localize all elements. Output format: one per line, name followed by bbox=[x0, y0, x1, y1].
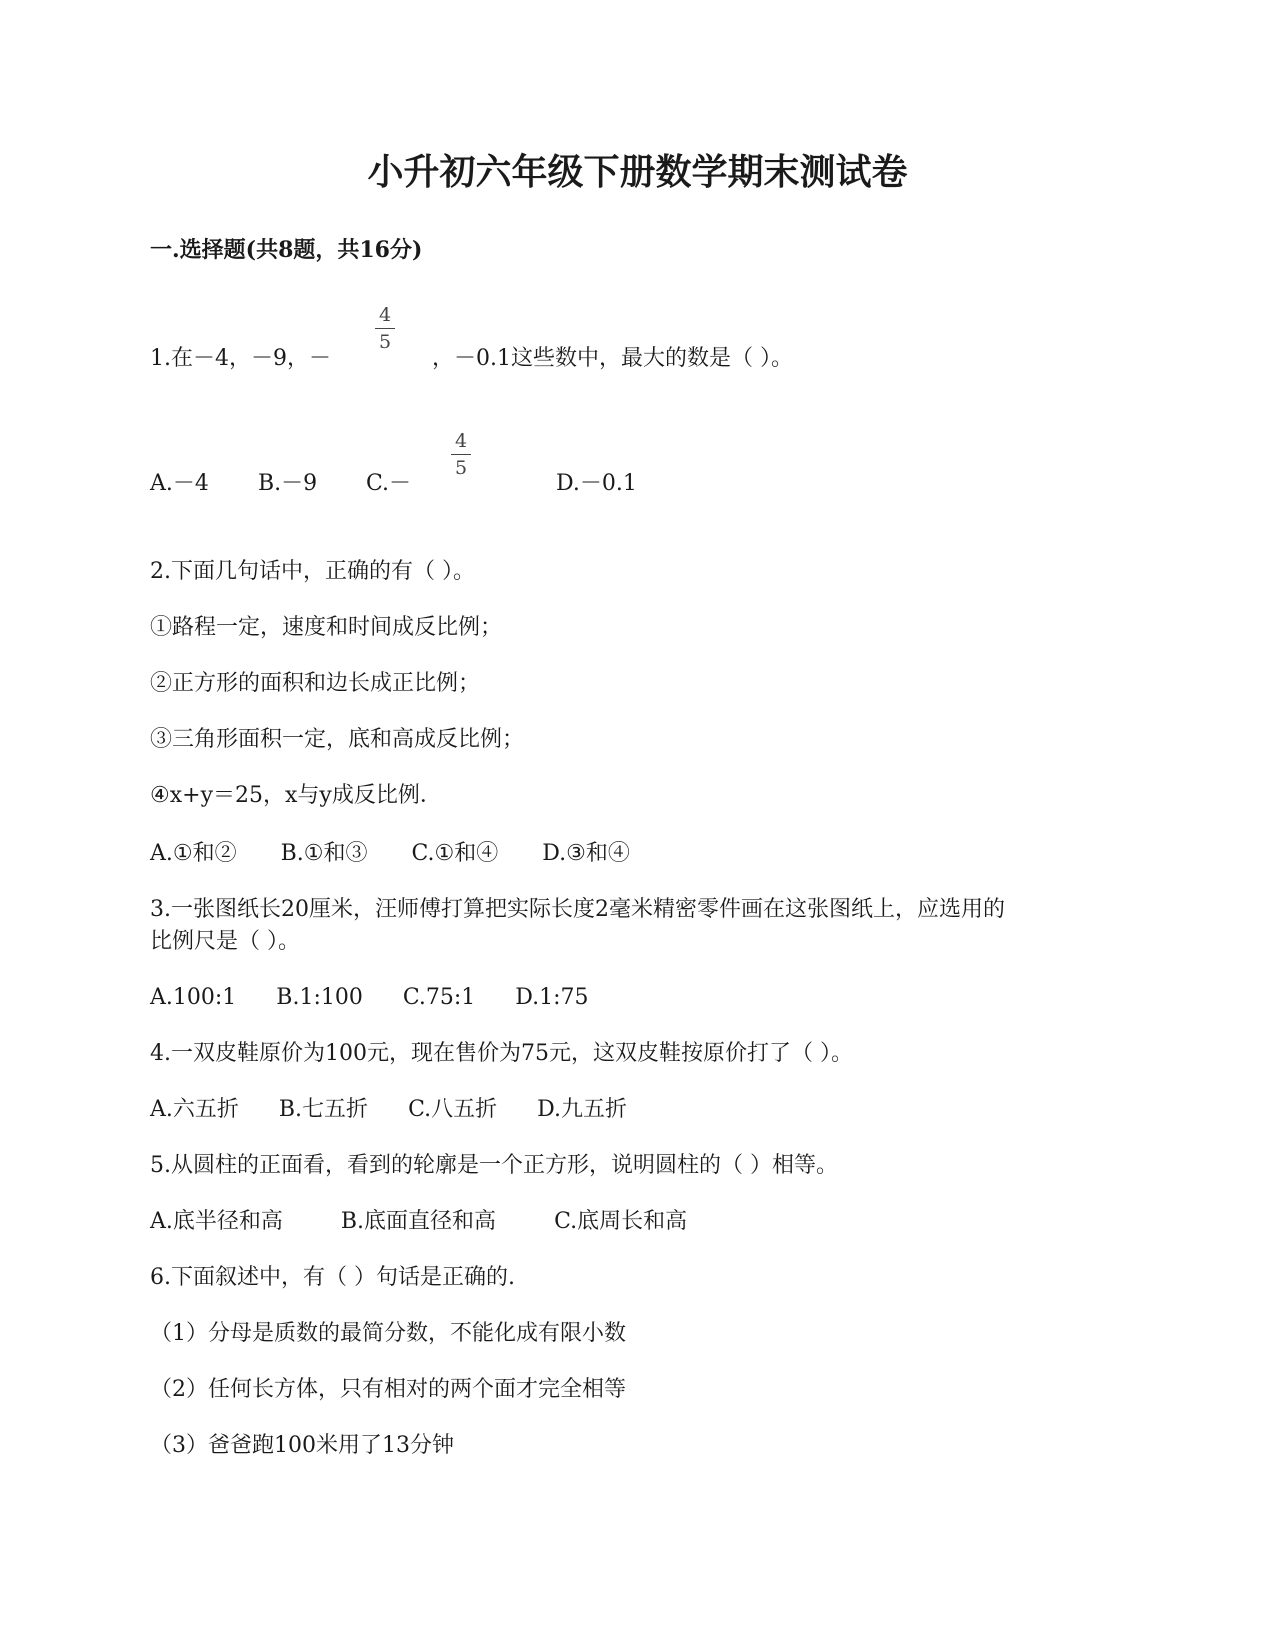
q4-option-b: B.七五折 bbox=[278, 1097, 369, 1122]
q5-stem: 5.从圆柱的正面看，看到的轮廓是一个正方形，说明圆柱的（ ）相等。 bbox=[150, 1153, 838, 1178]
q1-option-a: A.－4 bbox=[150, 471, 209, 496]
q5-option-c: C.底周长和高 bbox=[554, 1209, 688, 1234]
q1-fraction-numerator: 4 bbox=[378, 304, 392, 326]
q1-fraction-denominator: 5 bbox=[378, 331, 392, 353]
q1-prefix: 1.在－4，－9，－ bbox=[150, 346, 331, 371]
q3-option-d: D.1:75 bbox=[515, 985, 589, 1010]
q3-option-a: A.100:1 bbox=[150, 985, 237, 1010]
q4-options bbox=[150, 1096, 671, 1124]
q3-stem-line-1: 3.一张图纸长20厘米，汪师傅打算把实际长度2毫米精密零件画在这张图纸上，应选用的 bbox=[150, 897, 1005, 922]
q5-option-b: B.底面直径和高 bbox=[340, 1209, 497, 1234]
q1-fraction bbox=[374, 304, 396, 353]
q2-statement-4: ④x+y＝25，x与y成反比例． bbox=[150, 783, 442, 808]
q6-statement-3: （3）爸爸跑100米用了13分钟 bbox=[150, 1433, 454, 1458]
q2-stem: 2.下面几句话中，正确的有（ ）。 bbox=[150, 559, 475, 584]
q3-options bbox=[150, 984, 633, 1012]
q4-option-a: A.六五折 bbox=[150, 1097, 239, 1122]
q3-option-b: B.1:100 bbox=[276, 985, 363, 1010]
q2-option-c: C.①和④ bbox=[411, 841, 499, 866]
q2-option-b: B.①和③ bbox=[280, 841, 368, 866]
q1-option-b: B.－9 bbox=[258, 471, 318, 496]
q2-option-d: D.③和④ bbox=[542, 841, 630, 866]
q2-statement-1: ①路程一定，速度和时间成反比例； bbox=[150, 615, 503, 640]
section-heading: 一.选择题(共8题，共16分) bbox=[150, 237, 423, 263]
q2-statement-3: ③三角形面积一定，底和高成反比例； bbox=[150, 727, 525, 752]
q2-option-a: A.①和② bbox=[150, 841, 237, 866]
fraction-bar bbox=[451, 454, 471, 455]
q1-option-c-numerator: 4 bbox=[454, 430, 468, 452]
q1-suffix: ，－0.1这些数中，最大的数是（ ）。 bbox=[432, 346, 793, 371]
fraction-bar bbox=[375, 328, 395, 329]
q6-statement-2: （2）任何长方体，只有相对的两个面才完全相等 bbox=[150, 1377, 626, 1402]
q2-statement-2: ②正方形的面积和边长成正比例； bbox=[150, 671, 481, 696]
q5-options bbox=[150, 1208, 731, 1236]
q3-stem-line-2: 比例尺是（ ）。 bbox=[150, 929, 300, 954]
q4-stem: 4.一双皮鞋原价为100元，现在售价为75元，这双皮鞋按原价打了（ ）。 bbox=[150, 1041, 853, 1066]
q5-option-a: A.底半径和高 bbox=[150, 1209, 283, 1234]
q1-option-c-fraction bbox=[450, 430, 472, 479]
q1-option-d: D.－0.1 bbox=[556, 471, 637, 496]
q2-options bbox=[150, 840, 674, 868]
q3-option-c: C.75:1 bbox=[402, 985, 476, 1010]
page-title: 小升初六年级下册数学期末测试卷 bbox=[367, 151, 908, 193]
q6-statement-1: （1）分母是质数的最简分数，不能化成有限小数 bbox=[150, 1321, 626, 1346]
q4-option-d: D.九五折 bbox=[537, 1097, 627, 1122]
q1-option-c-denominator: 5 bbox=[454, 457, 468, 479]
q1-option-c: C.－ bbox=[366, 471, 412, 496]
q4-option-c: C.八五折 bbox=[408, 1097, 498, 1122]
q6-stem: 6.下面叙述中，有（ ）句话是正确的. bbox=[150, 1265, 515, 1290]
